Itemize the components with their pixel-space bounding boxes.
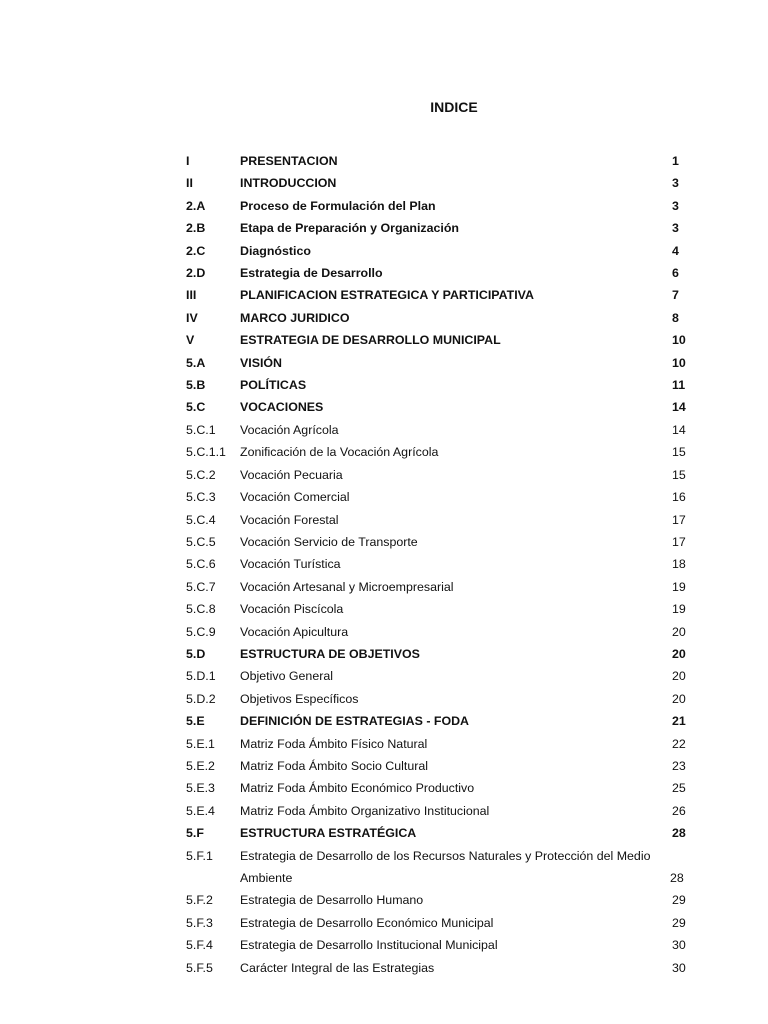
toc-entry-page: 3: [672, 198, 679, 213]
toc-entry-number: 5.F: [186, 826, 204, 841]
toc-entry: [186, 643, 706, 665]
toc-entry-page: 29: [672, 915, 686, 930]
toc-entry-number: 5.C.4: [186, 512, 216, 527]
toc-entry-number: 5.C.5: [186, 534, 216, 549]
toc-entry-title: INTRODUCCION: [240, 176, 337, 191]
toc-entry-page: 22: [672, 736, 686, 751]
toc-entry-title: Matriz Foda Ámbito Socio Cultural: [240, 758, 428, 773]
toc-entry: [186, 598, 706, 620]
toc-entry-page: 30: [672, 938, 686, 953]
toc-entry-number: 5.C.1: [186, 422, 216, 437]
toc-entry: [186, 553, 706, 575]
toc-entry: [186, 150, 706, 172]
toc-entry-page: 25: [672, 781, 686, 796]
toc-entry: [186, 621, 706, 643]
toc-entry: [186, 576, 706, 598]
toc-entry-title: Vocación Turística: [240, 557, 341, 572]
toc-entry-number: III: [186, 288, 197, 303]
toc-entry: [186, 889, 706, 911]
toc-entry-page: 7: [672, 288, 679, 303]
toc-entry-page: 6: [672, 266, 679, 281]
toc-entry-title: VOCACIONES: [240, 400, 324, 415]
toc-entry: [186, 329, 706, 351]
toc-entry-number: V: [186, 333, 195, 348]
toc-entry: [186, 441, 706, 463]
toc-entry-page: 15: [672, 467, 686, 482]
toc-entry-page: 23: [672, 758, 686, 773]
toc-entry-title: [240, 845, 670, 890]
toc-entry-page: 10: [672, 355, 686, 370]
toc-entry-number: 5.C.3: [186, 490, 216, 505]
toc-entry-number: 5.A: [186, 355, 206, 370]
toc-entry: [186, 733, 706, 755]
toc-entry-page: 18: [672, 557, 686, 572]
toc-entry-page: 26: [672, 803, 686, 818]
toc-entry: [186, 777, 706, 799]
toc-entry: [186, 172, 706, 194]
toc-entry-title-line1: Estrategia de Desarrollo de los Recursos Naturales y Protección del Medio: [240, 848, 651, 863]
toc-entry-number: II: [186, 176, 193, 191]
toc-entry-title: Vocación Artesanal y Microempresarial: [240, 579, 454, 594]
toc-entry-number: 5.E.3: [186, 781, 215, 796]
toc-entry-number: IV: [186, 310, 198, 325]
page-title: INDICE: [430, 99, 478, 115]
toc-entry-page: 19: [672, 579, 686, 594]
toc-entry-title: ESTRATEGIA DE DESARROLLO MUNICIPAL: [240, 333, 501, 348]
toc-entry-number: 5.F.1: [186, 848, 213, 863]
toc-entry-title: MARCO JURIDICO: [240, 310, 350, 325]
toc-entry-title: Diagnóstico: [240, 243, 311, 258]
toc-entry-number: 5.F.4: [186, 938, 213, 953]
toc-entry-page: 15: [672, 445, 686, 460]
toc-entry-page: 28: [672, 826, 686, 841]
toc-entry-page: 3: [672, 221, 679, 236]
toc-entry-number: 5.E.1: [186, 736, 215, 751]
toc-entry-page: 20: [672, 646, 686, 661]
toc-entry-number: 5.D.2: [186, 691, 216, 706]
toc-entry-title: Carácter Integral de las Estrategias: [240, 960, 435, 975]
toc-entry-number: 5.C.7: [186, 579, 216, 594]
toc-entry-number: 5.C.6: [186, 557, 216, 572]
toc-entry-title-line2: Ambiente: [240, 871, 293, 885]
toc-entry: [186, 665, 706, 687]
toc-entry-page: 30: [672, 960, 686, 975]
toc-entry-title: Vocación Pecuaria: [240, 467, 343, 482]
toc-entry-title: Estrategia de Desarrollo: [240, 266, 383, 281]
toc-entry: [186, 755, 706, 777]
toc-entry-page: 17: [672, 512, 686, 527]
toc-entry: [186, 464, 706, 486]
toc-entry-number: 5.E: [186, 714, 205, 729]
toc-entry-page: 4: [672, 243, 679, 258]
toc-entry: [186, 957, 706, 979]
toc-entry: [186, 374, 706, 396]
toc-entry-title: Objetivo General: [240, 669, 333, 684]
toc-entry-number: 5.C.8: [186, 602, 216, 617]
toc-entry-number: 5.F.5: [186, 960, 213, 975]
toc-entry-title: Vocación Agrícola: [240, 422, 339, 437]
toc-entry-page: 8: [672, 310, 679, 325]
toc-entry-page: 20: [672, 624, 686, 639]
toc-entry-title: Estrategia de Desarrollo Humano: [240, 893, 424, 908]
toc-entry-title: Vocación Forestal: [240, 512, 339, 527]
toc-entry-title: POLÍTICAS: [240, 378, 307, 393]
toc-entry-number: 2.B: [186, 221, 206, 236]
toc-entry-title: Proceso de Formulación del Plan: [240, 198, 436, 213]
toc-entry-title: PRESENTACION: [240, 154, 338, 168]
toc-entry: [186, 688, 706, 710]
toc-entry-page: 3: [672, 176, 679, 191]
table-of-contents: [186, 150, 706, 979]
toc-entry-number: 5.C: [186, 400, 206, 415]
toc-entry: [186, 845, 706, 890]
toc-entry-page: 20: [672, 669, 686, 684]
toc-entry-number: 5.F.2: [186, 893, 213, 908]
toc-entry-number: 5.D.1: [186, 669, 216, 684]
toc-entry-title: VISIÓN: [240, 355, 282, 370]
toc-entry-title: Estrategia de Desarrollo Institucional Municipal: [240, 938, 498, 953]
toc-entry-title: DEFINICIÓN DE ESTRATEGIAS - FODA: [240, 714, 470, 729]
toc-entry-page: 28: [670, 871, 684, 885]
toc-entry-title: Vocación Piscícola: [240, 602, 344, 617]
toc-entry-title: Estrategia de Desarrollo Económico Municipal: [240, 915, 494, 930]
toc-entry-title: Zonificación de la Vocación Agrícola: [240, 445, 439, 460]
toc-entry: [186, 912, 706, 934]
toc-entry-page: 20: [672, 691, 686, 706]
toc-entry-number: 2.D: [186, 266, 206, 281]
toc-entry: [186, 509, 706, 531]
toc-entry-title: Matriz Foda Ámbito Físico Natural: [240, 736, 428, 751]
toc-entry-page: 11: [672, 378, 686, 393]
toc-entry: [186, 531, 706, 553]
toc-entry-page: 17: [672, 534, 686, 549]
toc-entry-title: Vocación Comercial: [240, 490, 350, 505]
toc-entry: [186, 284, 706, 306]
toc-entry-number: 2.A: [186, 198, 206, 213]
toc-entry: [186, 710, 706, 732]
toc-entry-title: Objetivos Específicos: [240, 691, 359, 706]
toc-entry-page: 29: [672, 893, 686, 908]
toc-entry-page: 14: [672, 422, 686, 437]
toc-entry-page: 16: [672, 490, 686, 505]
toc-entry-page: 14: [672, 400, 686, 415]
toc-entry-title: PLANIFICACION ESTRATEGICA Y PARTICIPATIVA: [240, 288, 534, 303]
toc-entry-title: Matriz Foda Ámbito Organizativo Institucional: [240, 803, 490, 818]
toc-entry: [186, 195, 706, 217]
toc-entry: [186, 307, 706, 329]
toc-entry-title: ESTRUCTURA DE OBJETIVOS: [240, 646, 420, 661]
toc-entry: [186, 262, 706, 284]
toc-entry-page: 1: [672, 154, 679, 168]
toc-entry-number: 5.E.4: [186, 803, 215, 818]
toc-entry-page: 19: [672, 602, 686, 617]
toc-entry: [186, 934, 706, 956]
toc-entry-number: 5.D: [186, 646, 206, 661]
toc-entry-page: 21: [672, 714, 686, 729]
toc-entry: [186, 419, 706, 441]
toc-entry-title: Vocación Apicultura: [240, 624, 349, 639]
toc-entry-number: 2.C: [186, 243, 206, 258]
toc-entry-page: 10: [672, 333, 686, 348]
toc-entry: [186, 240, 706, 262]
toc-entry: [186, 800, 706, 822]
toc-entry-number: 5.E.2: [186, 758, 215, 773]
toc-entry: [186, 822, 706, 844]
toc-entry: [186, 217, 706, 239]
toc-entry: [186, 486, 706, 508]
toc-entry-title: Etapa de Preparación y Organización: [240, 221, 459, 236]
toc-entry-number: 5.C.2: [186, 467, 216, 482]
toc-entry-title: Vocación Servicio de Transporte: [240, 534, 418, 549]
toc-entry-number: 5.C.1.1: [186, 445, 226, 460]
toc-entry-number: I: [186, 154, 190, 168]
toc-entry-number: 5.B: [186, 378, 206, 393]
toc-entry-title: Matriz Foda Ámbito Económico Productivo: [240, 781, 475, 796]
toc-entry: [186, 352, 706, 374]
toc-entry-number: 5.C.9: [186, 624, 216, 639]
toc-entry: [186, 396, 706, 418]
toc-entry-number: 5.F.3: [186, 915, 213, 930]
toc-entry-title: ESTRUCTURA ESTRATÉGICA: [240, 826, 417, 841]
